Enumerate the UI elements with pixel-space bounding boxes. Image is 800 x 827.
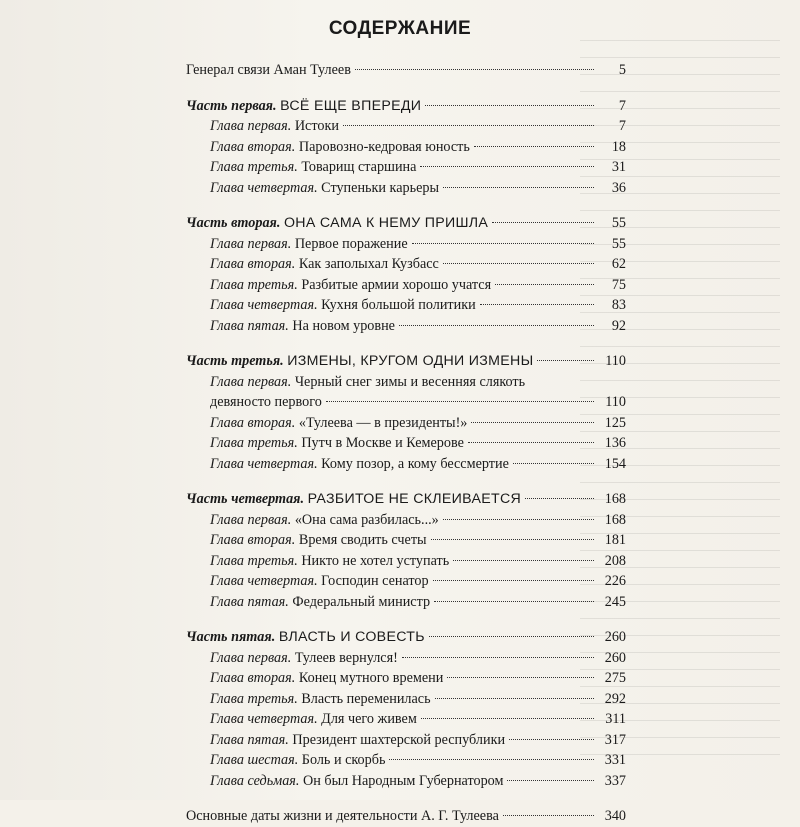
page-number: 83	[611, 297, 626, 313]
toc-chapter-label	[210, 571, 429, 592]
toc-chapter	[186, 295, 626, 316]
page-number: 110	[605, 394, 626, 410]
page-number: 317	[604, 731, 626, 748]
toc-part-5	[186, 627, 626, 648]
toc-chapter-label	[210, 234, 408, 255]
page-number: 337	[604, 772, 626, 789]
chapter-title: Разбитые армии хорошо учатся	[301, 276, 492, 293]
chapter-prefix: Глава пятая.	[210, 317, 289, 334]
dot-leader	[474, 146, 594, 147]
toc-part-4	[186, 489, 626, 510]
table-of-contents	[186, 60, 626, 827]
chapter-title: Товарищ старшина	[301, 159, 417, 175]
dot-leader	[433, 580, 594, 581]
spacer	[186, 336, 626, 351]
chapter-title: Президент шахтерской республики	[292, 731, 506, 748]
toc-entry-outro-label	[186, 806, 499, 827]
dot-leader	[443, 519, 594, 520]
toc-part-3-label	[186, 351, 533, 372]
toc-chapter-label	[210, 771, 503, 792]
chapter-prefix: Глава четвертая.	[210, 711, 318, 727]
chapter-title: На новом уровне	[292, 317, 395, 334]
toc-chapter	[186, 709, 626, 730]
toc-chapter-label	[210, 668, 443, 689]
chapter-title-continued: девяносто первого	[210, 394, 322, 410]
chapter-prefix: Глава четвертая.	[210, 573, 318, 589]
page-number: 75	[611, 276, 626, 293]
toc-part-4-label	[186, 489, 521, 510]
toc-chapter	[186, 116, 626, 137]
toc-chapter-label	[210, 592, 430, 613]
dot-leader	[355, 69, 594, 70]
part-prefix: Часть вторая.	[186, 215, 281, 231]
dot-leader	[480, 304, 594, 305]
toc-chapter-continued	[186, 392, 626, 413]
chapter-title: «Тулеева — в президенты!»	[298, 414, 468, 431]
part-title: ВСЁ ЕЩЕ ВПЕРЕДИ	[280, 97, 422, 114]
page-title: СОДЕРЖАНИЕ	[328, 18, 472, 39]
toc-chapter-label	[210, 372, 525, 393]
chapter-prefix: Глава четвертая.	[210, 179, 318, 196]
toc-chapter-label	[210, 116, 339, 137]
chapter-title: Федеральный министр	[292, 593, 431, 610]
dot-leader	[503, 815, 594, 816]
page-number: 5	[618, 62, 626, 78]
dot-leader	[525, 498, 594, 499]
page-number: 260	[604, 629, 626, 645]
page-number: 154	[604, 455, 626, 472]
toc-chapter-label	[210, 316, 395, 337]
toc-part-5-label	[186, 627, 425, 648]
dot-leader	[399, 325, 594, 326]
dot-leader	[443, 263, 594, 264]
chapter-title: Паровозно-кедровая юность	[298, 138, 470, 155]
toc-chapter	[186, 648, 626, 669]
page-number: 331	[604, 752, 626, 768]
page-number: 260	[604, 649, 626, 666]
spacer	[186, 474, 626, 489]
toc-chapter-label	[210, 157, 416, 178]
toc-chapter	[186, 413, 626, 434]
spacer	[186, 612, 626, 627]
chapter-prefix: Глава первая.	[210, 373, 292, 390]
chapter-title: Истоки	[294, 118, 339, 134]
chapter-prefix: Глава третья.	[210, 276, 298, 293]
toc-chapter	[186, 689, 626, 710]
chapter-prefix: Глава третья.	[210, 435, 298, 451]
chapter-title: Время сводить счеты	[298, 532, 427, 548]
toc-chapter-label	[210, 730, 505, 751]
dot-leader	[435, 698, 594, 699]
toc-chapter-label	[210, 254, 439, 275]
chapter-prefix: Глава первая.	[210, 649, 292, 666]
toc-chapter	[186, 668, 626, 689]
dot-leader	[326, 401, 594, 402]
part-prefix: Часть третья.	[186, 353, 284, 369]
dot-leader	[468, 442, 594, 443]
toc-chapter-label	[210, 295, 476, 316]
chapter-title: Боль и скорбь	[301, 752, 386, 768]
chapter-prefix: Глава четвертая.	[210, 455, 318, 472]
toc-entry-intro-label	[186, 60, 351, 81]
toc-chapter	[186, 234, 626, 255]
chapter-title: Никто не хотел уступать	[301, 552, 450, 569]
page-number: 340	[604, 808, 626, 824]
toc-chapter	[186, 316, 626, 337]
chapter-prefix: Глава пятая.	[210, 593, 289, 610]
toc-chapter-label	[210, 530, 427, 551]
page-number: 275	[604, 670, 626, 686]
chapter-title: Ступеньки карьеры	[321, 179, 440, 196]
part-title: ОНА САМА К НЕМУ ПРИШЛА	[283, 215, 489, 231]
dot-leader	[537, 360, 594, 361]
chapter-title: Кухня большой политики	[321, 297, 476, 313]
dot-leader	[495, 284, 594, 285]
chapter-prefix: Глава четвертая.	[210, 297, 318, 313]
toc-part-1	[186, 96, 626, 117]
toc-chapter-label	[210, 137, 470, 158]
toc-chapter	[186, 750, 626, 771]
page-number: 18	[611, 138, 626, 155]
chapter-title: Для чего живем	[321, 711, 417, 727]
chapter-prefix: Глава третья.	[210, 552, 298, 569]
dot-leader	[509, 739, 594, 740]
toc-chapter	[186, 254, 626, 275]
toc-chapter-label	[210, 648, 398, 669]
chapter-prefix: Глава седьмая.	[210, 772, 300, 789]
dot-leader	[507, 780, 594, 781]
toc-chapter-label	[210, 510, 439, 531]
page-number: 136	[604, 435, 626, 451]
dot-leader	[453, 560, 594, 561]
toc-chapter-label	[210, 689, 431, 710]
chapter-title: Господин сенатор	[321, 573, 429, 589]
page-number: 62	[611, 256, 626, 272]
page-number: 55	[611, 235, 626, 252]
intro-label: Генерал связи Аман Тулеев	[186, 62, 351, 78]
chapter-prefix: Глава вторая.	[210, 414, 296, 431]
page-number: 168	[604, 491, 626, 507]
page-number: 125	[604, 414, 626, 431]
chapter-prefix: Глава вторая.	[210, 532, 296, 548]
page-number: 31	[611, 159, 626, 175]
toc-entry-intro	[186, 60, 626, 81]
toc-chapter	[186, 530, 626, 551]
chapter-prefix: Глава первая.	[210, 511, 292, 528]
page-number: 36	[611, 179, 626, 196]
toc-part-3	[186, 351, 626, 372]
chapter-title: Путч в Москве и Кемерове	[301, 435, 464, 451]
toc-chapter	[186, 771, 626, 792]
chapter-title: Он был Народным Губернатором	[303, 772, 504, 789]
spacer	[186, 81, 626, 96]
toc-chapter	[186, 454, 626, 475]
toc-chapter	[186, 510, 626, 531]
page-number: 226	[604, 573, 626, 589]
chapter-title: Первое поражение	[294, 235, 408, 252]
toc-chapter-label	[210, 454, 509, 475]
toc-chapter-continued-label	[210, 392, 322, 413]
dot-leader	[434, 601, 594, 602]
dot-leader	[412, 243, 594, 244]
page-number: 168	[604, 511, 626, 528]
chapter-title: Конец мутного времени	[298, 670, 444, 686]
part-prefix: Часть пятая.	[186, 629, 276, 645]
chapter-prefix: Глава первая.	[210, 118, 292, 134]
chapter-prefix: Глава вторая.	[210, 138, 296, 155]
chapter-prefix: Глава шестая.	[210, 752, 299, 768]
chapter-prefix: Глава вторая.	[210, 256, 296, 272]
dot-leader	[343, 125, 594, 126]
part-title: ИЗМЕНЫ, КРУГОМ ОДНИ ИЗМЕНЫ	[287, 353, 534, 369]
chapter-prefix: Глава третья.	[210, 159, 298, 175]
dot-leader	[447, 677, 594, 678]
toc-chapter-label	[210, 413, 467, 434]
spacer	[186, 198, 626, 213]
page-number: 7	[618, 97, 626, 114]
dot-leader	[492, 222, 594, 223]
dot-leader	[402, 657, 594, 658]
toc-chapter	[186, 592, 626, 613]
part-prefix: Часть четвертая.	[186, 491, 305, 507]
toc-part-2	[186, 213, 626, 234]
page-number: 7	[618, 118, 626, 134]
toc-entry-outro	[186, 806, 626, 827]
toc-chapter	[186, 178, 626, 199]
chapter-title: Власть переменилась	[301, 690, 431, 707]
page-number: 55	[611, 215, 626, 231]
toc-chapter	[186, 730, 626, 751]
page-number: 245	[604, 593, 626, 610]
dot-leader	[425, 105, 594, 106]
toc-chapter-label	[210, 178, 439, 199]
chapter-title: «Она сама разбилась...»	[294, 511, 439, 528]
spacer	[186, 791, 626, 806]
toc-chapter	[186, 137, 626, 158]
toc-chapter-label	[210, 709, 417, 730]
toc-chapter	[186, 571, 626, 592]
part-prefix: Часть первая.	[186, 97, 277, 114]
dot-leader	[421, 718, 594, 719]
chapter-prefix: Глава третья.	[210, 690, 298, 707]
part-title: ВЛАСТЬ И СОВЕСТЬ	[278, 629, 425, 645]
chapter-prefix: Глава пятая.	[210, 731, 289, 748]
toc-chapter-label	[210, 750, 385, 771]
toc-part-1-label	[186, 96, 421, 117]
dot-leader	[420, 166, 594, 167]
chapter-title: Как заполыхал Кузбасс	[298, 256, 439, 272]
page-number: 292	[604, 690, 626, 707]
dot-leader	[513, 463, 594, 464]
toc-part-2-label	[186, 213, 488, 234]
page-number: 208	[604, 552, 626, 569]
page-number: 92	[611, 317, 626, 334]
dot-leader	[389, 759, 594, 760]
toc-chapter	[186, 433, 626, 454]
dot-leader	[429, 636, 594, 637]
page-number: 181	[604, 532, 626, 548]
dot-leader	[443, 187, 594, 188]
toc-chapter	[186, 275, 626, 296]
chapter-title: Тулеев вернулся!	[294, 649, 398, 666]
chapter-title: Черный снег зимы и весенняя слякоть	[294, 373, 526, 390]
toc-chapter-label	[210, 433, 464, 454]
outro-label: Основные даты жизни и деятельности А. Г. Тулеева	[186, 808, 499, 824]
dot-leader	[431, 539, 594, 540]
chapter-prefix: Глава первая.	[210, 235, 292, 252]
toc-chapter	[186, 551, 626, 572]
toc-chapter-label	[210, 275, 491, 296]
page-number: 311	[605, 711, 626, 727]
part-title: РАЗБИТОЕ НЕ СКЛЕИВАЕТСЯ	[307, 491, 522, 507]
page-number: 110	[605, 353, 626, 369]
chapter-prefix: Глава вторая.	[210, 670, 296, 686]
toc-chapter-label	[210, 551, 449, 572]
dot-leader	[471, 422, 594, 423]
toc-chapter	[186, 372, 626, 393]
chapter-title: Кому позор, а кому бессмертие	[321, 455, 509, 472]
toc-chapter	[186, 157, 626, 178]
